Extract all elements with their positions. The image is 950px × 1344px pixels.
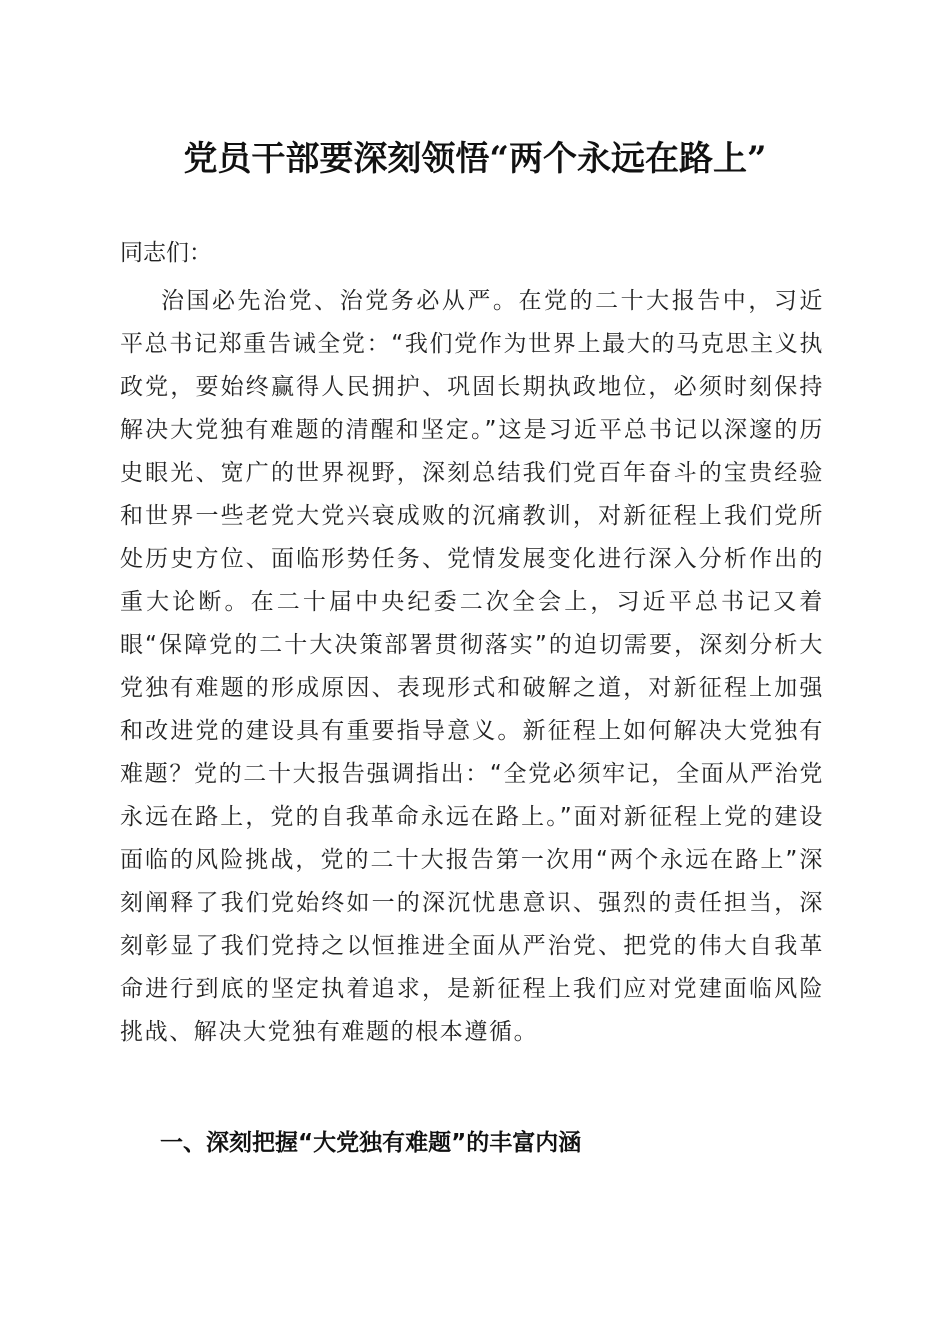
body-paragraph-text: 治国必先治党、治党务必从严。在党的二十大报告中，习近平总书记郑重告诫全党：“我们党作为世界上最大的马克思主义执政党，要始终赢得人民拥护、巩固长期执政地位，必须时刻保持解决大党独有难题的清醒和坚定。”这是习近平总书记以深邃的历史眼光、宽广的世界视野，深刻总结我们党百年奋斗的宝贵经验和世界一些老党大党兴衰成败的沉痛教训，对新征程上我们党所处历史方位、面临形势任务、党情发展变化进行深入分析作出的重大论断。在二十届中央纪委二次全会上，习近平总书记又着眼“保障党的二十大决策部署贯彻落实”的迫切需要，深刻分析大党独有难题的形成原因、表现形式和破解之道，对新征程上加强和改进党的建设具有重要指导意义。新征程上如何解决大党独有难题？党的二十大报告强调指出：“全党必须牢记，全面从严治党永远在路上，党的自我革命永远在路上。”面对新征程上党的建设面临的风险挑战，党的二十大报告第一次用“两个永远在路上”深刻阐释了我们党始终如一的深沉忧患意识、强烈的责任担当，深刻彰显了我们党持之以恒推进全面从严治党、把党的伟大自我革命进行到底的坚定执着追求，是新征程上我们应对党建面临风险挑战、解决大党独有难题的根本遵循。 <box>120 288 824 1045</box>
section-heading: 一、深刻把握“大党独有难题”的丰富内涵 <box>160 1130 582 1156</box>
salutation: 同志们： <box>120 240 212 266</box>
document-title: 党员干部要深刻领悟“两个永远在路上” <box>183 139 767 179</box>
body-paragraph <box>120 280 824 1054</box>
